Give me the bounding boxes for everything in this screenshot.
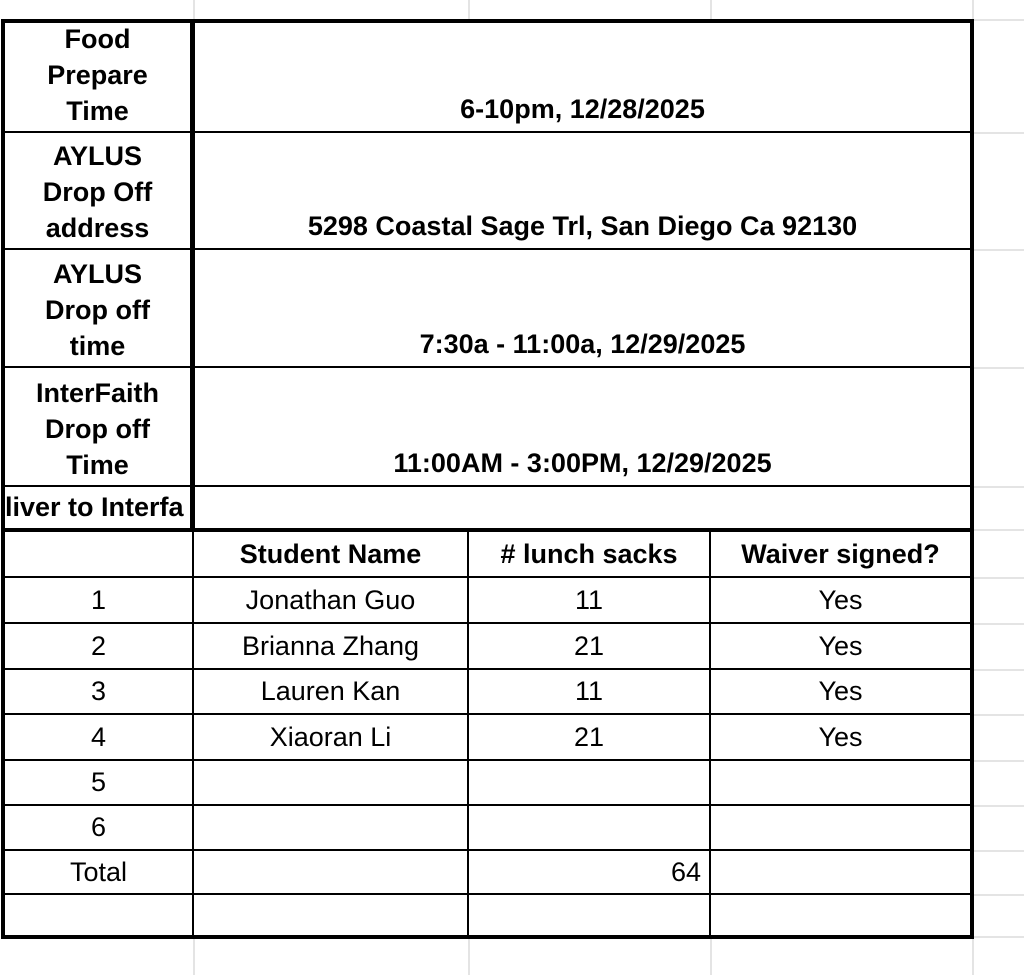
cell-row-num[interactable]: 4: [5, 715, 194, 759]
gridline: [974, 894, 1024, 896]
label-line: Time: [66, 450, 129, 480]
label-line: Drop Off: [42, 177, 153, 207]
table-row: [5, 715, 970, 761]
cell-row-num[interactable]: 3: [5, 670, 194, 713]
gridline: [974, 936, 1024, 938]
cell-empty[interactable]: [469, 895, 711, 935]
cell-student-name[interactable]: Xiaoran Li: [194, 715, 469, 759]
info-row-interfaith-time: [5, 368, 970, 487]
gridline: [974, 623, 1024, 625]
cell-waiver[interactable]: Yes: [818, 676, 863, 706]
table-row: [5, 578, 970, 624]
info-row-food-prepare: [5, 23, 970, 133]
label-line: Food: [64, 24, 131, 54]
cell-student-name[interactable]: [194, 806, 469, 849]
cell-waiver[interactable]: Yes: [818, 721, 863, 752]
gridline: [974, 132, 1024, 134]
cell-lunch-sacks[interactable]: [469, 761, 711, 804]
event-info-section: [5, 23, 970, 532]
cell-lunch-sacks[interactable]: 11: [469, 578, 711, 622]
cell-interfaith-dropoff-time-label[interactable]: [5, 368, 195, 485]
cell-student-name[interactable]: Jonathan Guo: [194, 578, 469, 622]
label-line: address: [45, 213, 150, 243]
gridline: [974, 669, 1024, 671]
label-line: Time: [66, 96, 129, 126]
gridline: [972, 939, 974, 975]
table-empty-row: [5, 895, 970, 935]
cell-waiver[interactable]: Yes: [818, 584, 863, 615]
cell-header-waiver-signed[interactable]: Waiver signed?: [741, 538, 940, 569]
cell-lunch-sacks[interactable]: [469, 806, 711, 849]
gridline: [468, 939, 470, 975]
label-line: AYLUS: [52, 141, 143, 171]
cell-overflow-clipped-text[interactable]: liver to Interfa: [5, 487, 195, 528]
cell-lunch-sacks[interactable]: 11: [469, 670, 711, 713]
student-table-section: [5, 532, 970, 935]
label-line: time: [69, 331, 126, 361]
cell-aylus-dropoff-address-label[interactable]: [5, 133, 195, 248]
cell-waiver[interactable]: [711, 806, 970, 849]
cell-student-name[interactable]: Lauren Kan: [194, 670, 469, 713]
bordered-table-region: [1, 19, 974, 939]
cell-student-name[interactable]: Brianna Zhang: [194, 624, 469, 668]
table-total-row: [5, 851, 970, 895]
cell-lunch-sacks[interactable]: 21: [469, 624, 711, 668]
label-line: InterFaith: [35, 378, 159, 408]
cell-header-lunch-sacks[interactable]: # lunch sacks: [469, 532, 711, 576]
gridline: [974, 850, 1024, 852]
info-row-aylus-time: [5, 250, 970, 368]
info-row-overflow: [5, 487, 970, 528]
cell-food-prepare-time-value[interactable]: 6-10pm, 12/28/2025: [460, 94, 705, 124]
gridline: [974, 805, 1024, 807]
label-line: Drop off: [45, 414, 150, 444]
cell-row-num[interactable]: 6: [5, 806, 194, 849]
cell-total-label[interactable]: Total: [5, 851, 194, 893]
table-row: [5, 624, 970, 670]
table-row: [5, 806, 970, 851]
cell-aylus-dropoff-time-label[interactable]: [5, 250, 195, 366]
gridline: [468, 0, 470, 19]
cell-row-num[interactable]: 2: [5, 624, 194, 668]
cell-empty[interactable]: [5, 895, 194, 935]
cell-aylus-dropoff-time-value[interactable]: 7:30a - 11:00a, 12/29/2025: [419, 329, 746, 359]
cell-interfaith-dropoff-time-value[interactable]: 11:00AM - 3:00PM, 12/29/2025: [393, 448, 772, 478]
gridline: [974, 249, 1024, 251]
cell-total-name-empty[interactable]: [194, 851, 469, 893]
cell-lunch-sacks[interactable]: 21: [469, 715, 711, 759]
gridline: [974, 760, 1024, 762]
cell-waiver[interactable]: Yes: [818, 630, 863, 661]
gridline: [974, 486, 1024, 488]
table-row: [5, 670, 970, 715]
gridline: [974, 529, 1024, 531]
cell-empty[interactable]: [194, 895, 469, 935]
label-line: Prepare: [47, 60, 148, 90]
gridline: [974, 19, 1024, 21]
gridline: [193, 0, 195, 19]
gridline: [710, 939, 712, 975]
gridline: [974, 714, 1024, 716]
table-row: [5, 761, 970, 806]
cell-header-student-name[interactable]: Student Name: [194, 532, 469, 576]
gridline: [974, 577, 1024, 579]
cell-header-blank[interactable]: [5, 532, 194, 576]
cell-aylus-dropoff-address-value[interactable]: 5298 Coastal Sage Trl, San Diego Ca 92130: [307, 211, 858, 241]
gridline: [974, 367, 1024, 369]
cell-food-prepare-time-label[interactable]: [5, 23, 195, 131]
cell-total-sacks[interactable]: 64: [469, 851, 711, 893]
table-header-row: [5, 532, 970, 578]
gridline: [710, 0, 712, 19]
cell-total-waiver-empty[interactable]: [711, 851, 970, 893]
label-line: Drop off: [45, 295, 150, 325]
cell-row-num[interactable]: 1: [5, 578, 194, 622]
gridline: [193, 939, 195, 975]
label-line: AYLUS: [52, 259, 143, 289]
cell-row-num[interactable]: 5: [5, 761, 194, 804]
cell-empty[interactable]: [711, 895, 970, 935]
cell-overflow-empty[interactable]: [195, 487, 970, 528]
gridline: [972, 0, 974, 19]
cell-student-name[interactable]: [194, 761, 469, 804]
info-row-aylus-address: [5, 133, 970, 250]
cell-waiver[interactable]: [711, 761, 970, 804]
